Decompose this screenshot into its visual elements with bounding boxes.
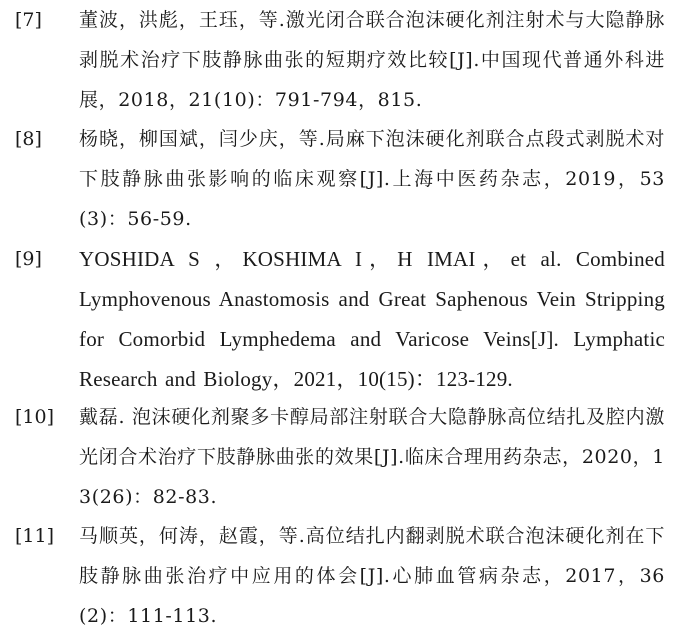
reference-item (15, 397, 665, 517)
reference-text: 马顺英，何涛，赵霞，等.高位结扎内翻剥脱术联合泡沫硬化剂在下肢静脉曲张治疗中应用的体会[J].心肺血管病杂志，2017，36(2)：111-113. (79, 525, 665, 627)
reference-item (15, 516, 665, 636)
reference-text: YOSHIDA S ，KOSHIMA I，H IMAI，et al. Combined Lymphovenous Anastomosis and Great Saphenous Vein Stripping for Comorbid Lymphedema and Varicose Veins[J]. Lymphatic Research and Biology，2021，10(15)：123-129. (79, 247, 665, 391)
reference-number: [8] (15, 128, 42, 150)
reference-text: 董波，洪彪，王珏，等.激光闭合联合泡沫硬化剂注射术与大隐静脉剥脱术治疗下肢静脉曲张的短期疗效比较[J].中国现代普通外科进展，2018，21(10)：791-794，815. (79, 9, 665, 111)
reference-text: 杨晓，柳国斌，闫少庆，等.局麻下泡沫硬化剂联合点段式剥脱术对下肢静脉曲张影响的临床观察[J].上海中医药杂志，2019，53(3)：56-59. (79, 128, 665, 230)
reference-text: 戴磊. 泡沫硬化剂聚多卡醇局部注射联合大隐静脉高位结扎及腔内激光闭合术治疗下肢静脉曲张的效果[J].临床合理用药杂志，2020，13(26)：82-83. (79, 406, 665, 508)
reference-item (15, 119, 665, 239)
reference-number: [11] (15, 525, 55, 547)
reference-item (15, 0, 665, 120)
reference-number: [7] (15, 9, 42, 31)
reference-number: [10] (15, 406, 55, 428)
reference-item (15, 239, 665, 399)
reference-number: [9] (15, 248, 42, 270)
